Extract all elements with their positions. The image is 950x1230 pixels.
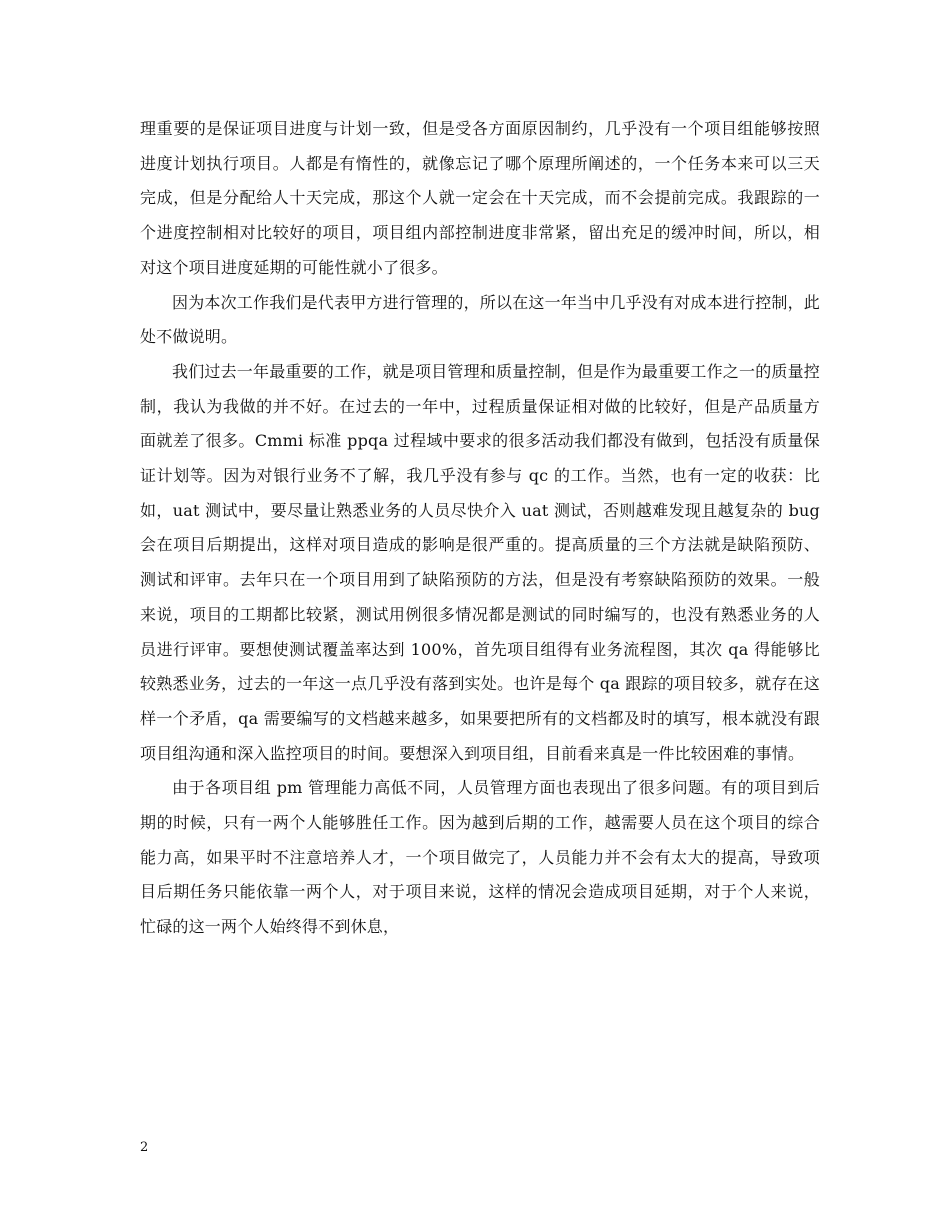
body-text xyxy=(140,112,820,945)
paragraph-4: 由于各项目组 pm 管理能力高低不同，人员管理方面也表现出了很多问题。有的项目到后期的时候，只有一两个人能够胜任工作。因为越到后期的工作，越需要人员在这个项目的综合能力高，如果平时不注意培养人才，一个项目做完了，人员能力并不会有太大的提高，导致项目后期任务只能依靠一两个人，对于项目来说，这样的情况会造成项目延期，对于个人来说，忙碌的这一两个人始终得不到休息， xyxy=(140,778,820,937)
paragraph-1: 理重要的是保证项目进度与计划一致，但是受各方面原因制约，几乎没有一个项目组能够按照进度计划执行项目。人都是有惰性的，就像忘记了哪个原理所阐述的，一个任务本来可以三天完成，但是分配给人十天完成，那这个人就一定会在十天完成，而不会提前完成。我跟踪的一个进度控制相对比较好的项目，项目组内部控制进度非常紧，留出充足的缓冲时间，所以，相对这个项目进度延期的可能性就小了很多。 xyxy=(140,119,820,277)
page-number: 2 xyxy=(140,1140,149,1155)
paragraph-2: 因为本次工作我们是代表甲方进行管理的，所以在这一年当中几乎没有对成本进行控制，此处不做说明。 xyxy=(140,292,821,347)
paragraph-3: 我们过去一年最重要的工作，就是项目管理和质量控制，但是作为最重要工作之一的质量控制，我认为我做的并不好。在过去的一年中，过程质量保证相对做的比较好，但是产品质量方面就差了很多。Cmmi 标准 ppqa 过程域中要求的很多活动我们都没有做到，包括没有质量保证计划等。因为对银行业务不了解，我几乎没有参与 qc 的工作。当然，也有一定的收获：比如，uat 测试中，要尽量让熟悉业务的人员尽快介入 uat 测试，否则越难发现且越复杂的 bug 会在项目后期提出，这样对项目造成的影响是很严重的。提高质量的三个方法就是缺陷预防、测试和评审。去年只在一个项目用到了缺陷预防的方法，但是没有考察缺陷预防的效果。一般来说，项目的工期都比较紧，测试用例很多情况都是测试的同时编写的，也没有熟悉业务的人员进行评审。要想使测试覆盖率达到 100%，首先项目组得有业务流程图，其次 qa 得能够比较熟悉业务，过去的一年这一点几乎没有落到实处。也许是每个 qa 跟踪的项目较多，就存在这样一个矛盾，qa 需要编写的文档越来越多，如果要把所有的文档都及时的填写，根本就没有跟项目组沟通和深入监控项目的时间。要想深入到项目组，目前看来真是一件比较困难的事情。 xyxy=(140,361,821,763)
